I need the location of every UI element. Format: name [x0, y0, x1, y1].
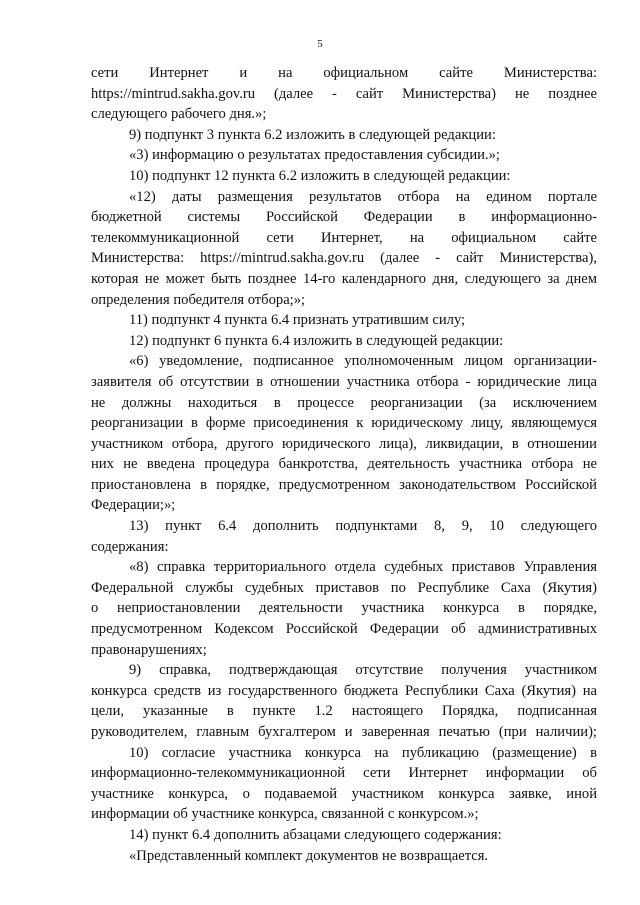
- text-line: правонарушениях;: [91, 641, 207, 658]
- text-line: 13) пункт 6.4 дополнить подпунктами 8, 9, 10 следующего: [129, 518, 597, 535]
- text-line: реорганизации в форме присоединения к юридическому лицу, являющемуся: [91, 415, 597, 432]
- text-line: 12) подпункт 6 пункта 6.4 изложить в следующей редакции:: [129, 332, 504, 349]
- text-line: информационно-телекоммуникационной сети Интернет информации об: [91, 765, 597, 782]
- text-line: «6) уведомление, подписанное уполномоченным лицом организации-: [129, 353, 597, 370]
- text-line: 10) согласие участника конкурса на публикацию (размещение) в: [129, 744, 597, 761]
- text-line: участником отбора, другого юридического лица), ликвидации, в отношении: [91, 435, 597, 452]
- text-line: бюджетной системы Российской Федерации в информационно-: [91, 209, 597, 226]
- text-line: них не введена процедура банкротства, деятельность участника отбора не: [91, 456, 597, 473]
- text-line: 9) справка, подтверждающая отсутствие получения участником: [129, 662, 597, 679]
- text-line: «Представленный комплект документов не возвращается.: [129, 847, 489, 864]
- text-line: 10) подпункт 12 пункта 6.2 изложить в следующей редакции:: [129, 167, 511, 184]
- text-line: конкурса средств из государственного бюджета Республики Саха (Якутия) на: [91, 682, 597, 699]
- text-line: участнике конкурса, о подаваемой участником конкурса заявке, иной: [91, 785, 597, 802]
- text-line: которая не может быть позднее 14-го календарного дня, следующего за днем: [91, 270, 597, 287]
- text-line: цели, указанные в пункте 1.2 настоящего Порядка, подписанная: [91, 703, 597, 720]
- text-line: приостановлена в порядке, предусмотренном законодательством Российской: [91, 476, 597, 493]
- text-line: «8) справка территориального отдела судебных приставов Управления: [129, 559, 597, 576]
- text-line: 14) пункт 6.4 дополнить абзацами следующего содержания:: [129, 826, 502, 843]
- text-line: предусмотренном Кодексом Российской Федерации об административных: [91, 621, 597, 638]
- text-line: Министерства: https://mintrud.sakha.gov.ru (далее - сайт Министерства),: [91, 250, 597, 267]
- text-line: «12) даты размещения результатов отбора на едином портале: [129, 188, 597, 205]
- text-line: руководителем, главным бухгалтером и заверенная печатью (при наличии);: [91, 724, 597, 740]
- text-line: не должны находиться в процессе реорганизации (за исключением: [91, 394, 597, 411]
- text-line: заявителя об отсутствии в отношении участника отбора - юридические лица: [91, 373, 597, 390]
- text-line: Федерации;»;: [91, 497, 176, 514]
- text-line: определения победителя отбора;»;: [91, 291, 306, 308]
- text-line: 9) подпункт 3 пункта 6.2 изложить в следующей редакции:: [129, 126, 496, 143]
- text-line: «3) информацию о результатах предоставления субсидии.»;: [129, 147, 500, 164]
- text-line: следующего рабочего дня.»;: [91, 106, 267, 123]
- text-line: содержания:: [91, 538, 169, 555]
- text-line: сети Интернет и на официальном сайте Министерства:: [91, 65, 597, 81]
- text-line: телекоммуникационной сети Интернет, на официальном сайте: [91, 229, 597, 246]
- text-line: Федеральной службы судебных приставов по Республике Саха (Якутия): [91, 579, 597, 596]
- text-line: 11) подпункт 4 пункта 6.4 признать утратившим силу;: [129, 312, 466, 329]
- document-body: [91, 63, 597, 866]
- text-line: информации об участнике конкурса, связанной с конкурсом.»;: [91, 806, 479, 823]
- text-line: https://mintrud.sakha.gov.ru (далее - сайт Министерства) не позднее: [91, 85, 597, 102]
- page-number: 5: [317, 38, 323, 50]
- text-line: о неприостановлении деятельности участника конкурса в порядке,: [91, 600, 597, 617]
